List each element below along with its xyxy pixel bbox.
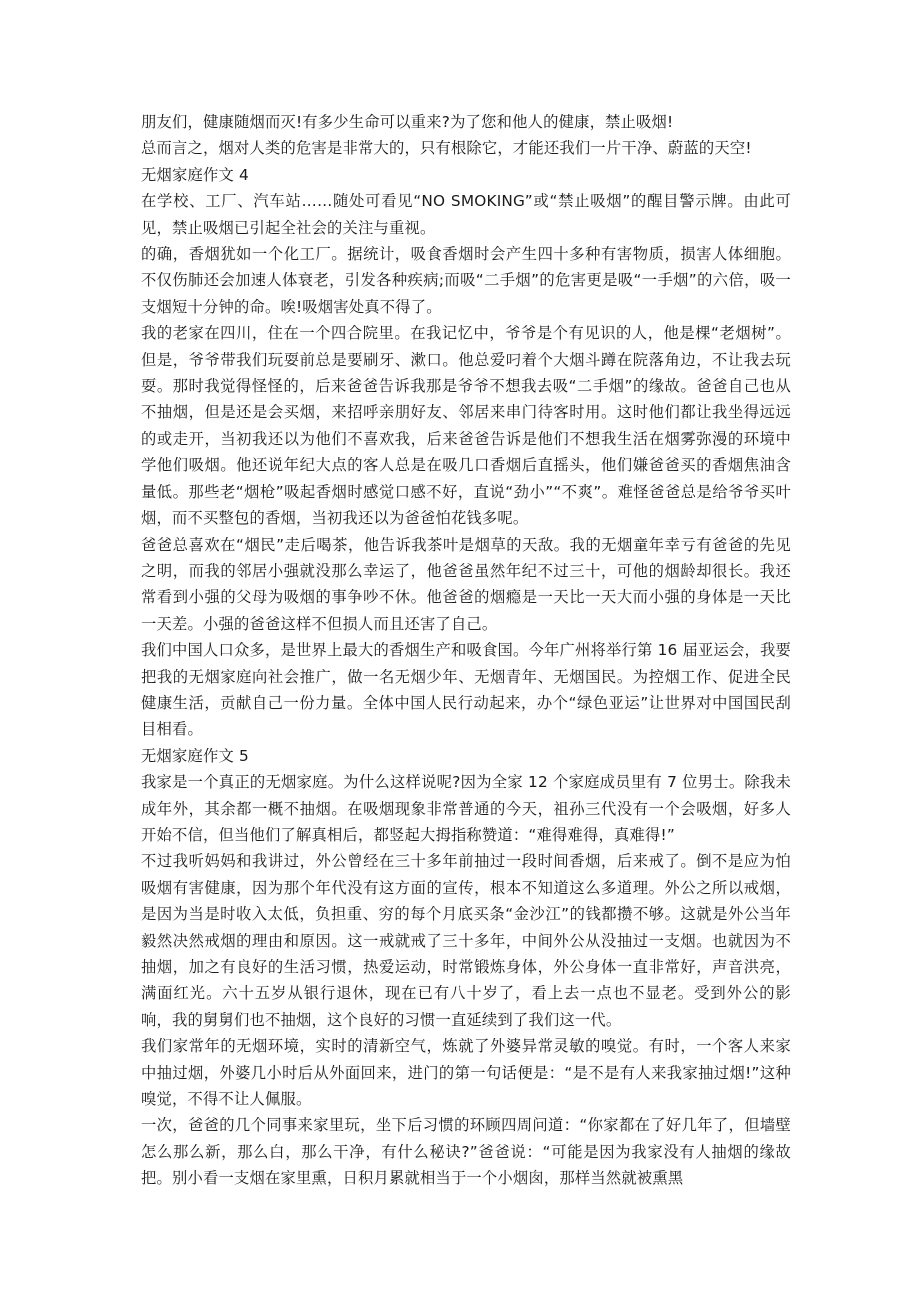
section-heading: 无烟家庭作文 4 bbox=[141, 165, 249, 184]
section-heading: 无烟家庭作文 5 bbox=[141, 746, 249, 765]
paragraph: 我家是一个真正的无烟家庭。为什么这样说呢?因为全家 12 个家庭成员里有 7 位男士。除我未成年外，其余都一概不抽烟。在吸烟现象非常普通的今天，祖孙三代没有一个会吸烟，好多人开始不信，但当他们了解真相后，都竖起大拇指称赞道：“难得难得，真难得!” bbox=[141, 773, 791, 844]
paragraph: 我的老家在四川，住在一个四合院里。在我记忆中，爷爷是个有见识的人，他是棵“老烟树”。但是，爷爷带我们玩耍前总是要刷牙、漱口。他总爱叼着个大烟斗蹲在院落角边，不让我去玩耍。那时我觉得怪怪的，后来爸爸告诉我那是爷爷不想我去吸“二手烟”的缘故。爸爸自己也从不抽烟，但是还是会买烟，来招呼亲朋好友、邻居来串门待客时用。这时他们都让我坐得远远的或走开，当初我还以为他们不喜欢我，后来爸爸告诉是他们不想我生活在烟雾弥漫的环境中学他们吸烟。他还说年纪大点的客人总是在吸几口香烟后直摇头，他们嫌爸爸买的香烟焦油含量低。那些老“烟枪”吸起香烟时感觉口感不好，直说“劲小”“不爽”。难怪爸爸总是给爷爷买叶烟，而不买整包的香烟，当初我还以为爸爸怕花钱多呢。 bbox=[141, 324, 791, 528]
paragraph: 我们中国人口众多，是世界上最大的香烟生产和吸食国。今年广州将举行第 16 届亚运会，我要把我的无烟家庭向社会推广，做一名无烟少年、无烟青年、无烟国民。为控烟工作、促进全民健康生活，贡献自己一份力量。全体中国人民行动起来，办个“绿色亚运”让世界对中国国民刮目相看。 bbox=[141, 641, 791, 739]
paragraph: 爸爸总喜欢在“烟民”走后喝茶，他告诉我茶叶是烟草的天敌。我的无烟童年幸亏有爸爸的先见之明，而我的邻居小强就没那么幸运了，他爸爸虽然年纪不过三十，可他的烟龄却很长。我还常看到小强的父母为吸烟的事争吵不休。他爸爸的烟瘾是一天比一天大而小强的身体是一天比一天差。小强的爸爸这样不但损人而且还害了自己。 bbox=[141, 535, 791, 633]
paragraph: 我们家常年的无烟环境，实时的清新空气，炼就了外婆异常灵敏的嗅觉。有时，一个客人来家中抽过烟，外婆几小时后从外面回来，进门的第一句话便是：“是不是有人来我家抽过烟!”这种嗅觉，不得不让人佩服。 bbox=[141, 1037, 791, 1109]
document-page bbox=[141, 109, 791, 1192]
paragraph: 的确，香烟犹如一个化工厂。据统计，吸食香烟时会产生四十多种有害物质，损害人体细胞。不仅伤肺还会加速人体衰老，引发各种疾病;而吸“二手烟”的危害更是吸“一手烟”的六倍，吸一支烟短十分钟的命。唉!吸烟害处真不得了。 bbox=[141, 245, 791, 316]
paragraph: 总而言之，烟对人类的危害是非常大的，只有根除它，才能还我们一片干净、蔚蓝的天空! bbox=[141, 139, 752, 158]
paragraph: 朋友们，健康随烟而灭!有多少生命可以重来?为了您和他人的健康，禁止吸烟! bbox=[141, 113, 674, 131]
paragraph: 在学校、工厂、汽车站……随处可看见“NO SMOKING”或“禁止吸烟”的醒目警示牌。由此可见，禁止吸烟已引起全社会的关注与重视。 bbox=[141, 192, 791, 237]
paragraph: 不过我听妈妈和我讲过，外公曾经在三十多年前抽过一段时间香烟，后来戒了。倒不是应为怕吸烟有害健康，因为那个年代没有这方面的宣传，根本不知道这么多道理。外公之所以戒烟，是因为当是时收入太低，负担重、穷的每个月底买条“金沙江”的钱都攒不够。这就是外公当年毅然决然戒烟的理由和原因。这一戒就戒了三十多年，中间外公从没抽过一支烟。也就因为不抽烟，加之有良好的生活习惯，热爱运动，时常锻炼身体，外公身体一直非常好，声音洪亮，满面红光。六十五岁从银行退休，现在已有八十岁了，看上去一点也不显老。受到外公的影响，我的舅舅们也不抽烟，这个良好的习惯一直延续到了我们这一代。 bbox=[141, 852, 791, 1029]
paragraph: 一次，爸爸的几个同事来家里玩，坐下后习惯的环顾四周问道：“你家都在了好几年了，但墙壁怎么那么新，那么白，那么干净，有什么秘诀?”爸爸说：“可能是因为我家没有人抽烟的缘故把。别小看一支烟在家里熏，日积月累就相当于一个小烟囱，那样当然就被熏黑 bbox=[141, 1116, 791, 1188]
